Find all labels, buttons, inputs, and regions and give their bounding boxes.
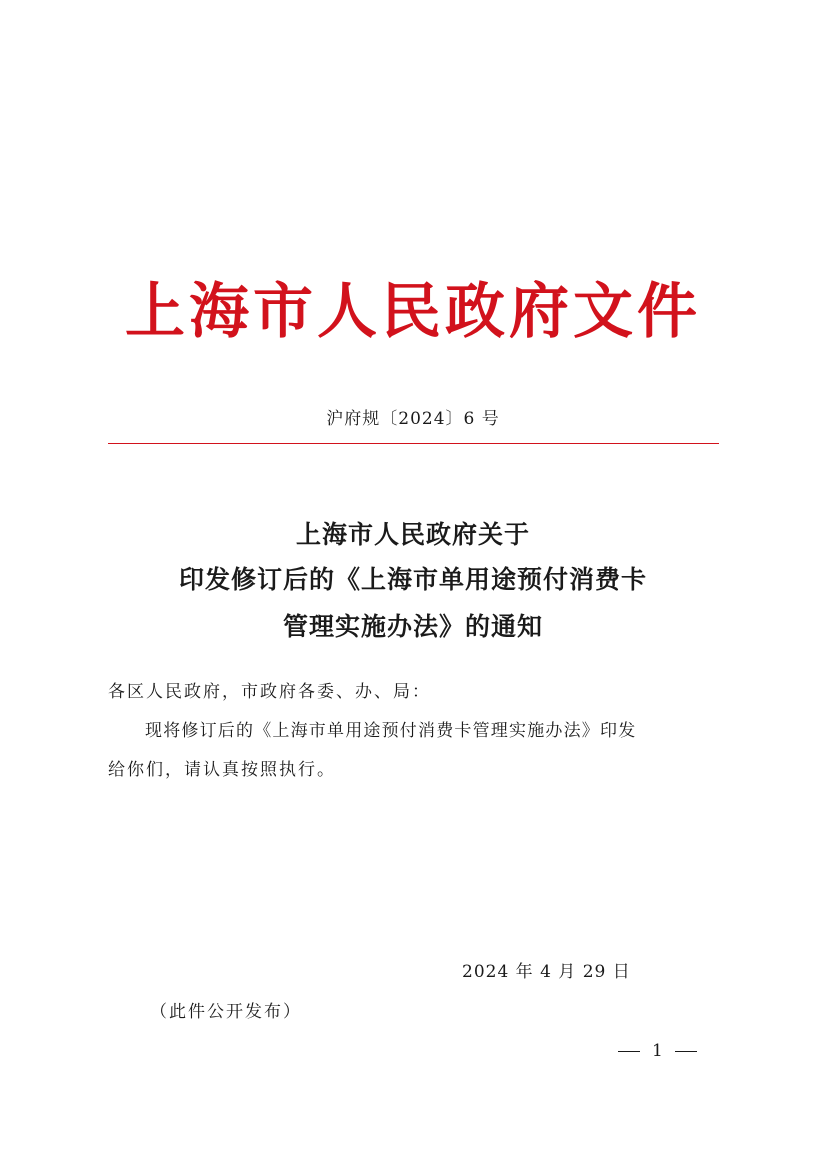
document-number: 沪府规〔2024〕6 号 (326, 409, 500, 429)
red-divider-line (108, 443, 719, 444)
page-number-value: 1 (652, 1041, 663, 1061)
publish-note: （此件公开发布） (150, 1002, 302, 1022)
page-number-dash-left (618, 1051, 640, 1052)
salutation: 各区人民政府，市政府各委、办、局： (108, 682, 431, 702)
title-line-1: 上海市人民政府关于 (295, 520, 530, 549)
body-paragraph-line-1: 现将修订后的《上海市单用途预付消费卡管理实施办法》印发 (145, 721, 637, 741)
issue-date: 2024 年 4 月 29 日 (462, 962, 631, 982)
title-line-3: 管理实施办法》的通知 (282, 612, 543, 641)
title-line-2: 印发修订后的《上海市单用途预付消费卡 (178, 565, 647, 594)
document-masthead: 上海市人民政府文件 (125, 277, 701, 347)
page-number-dash-right (675, 1051, 697, 1052)
body-paragraph-line-2: 给你们，请认真按照执行。 (108, 760, 336, 780)
page-number (618, 1038, 697, 1064)
